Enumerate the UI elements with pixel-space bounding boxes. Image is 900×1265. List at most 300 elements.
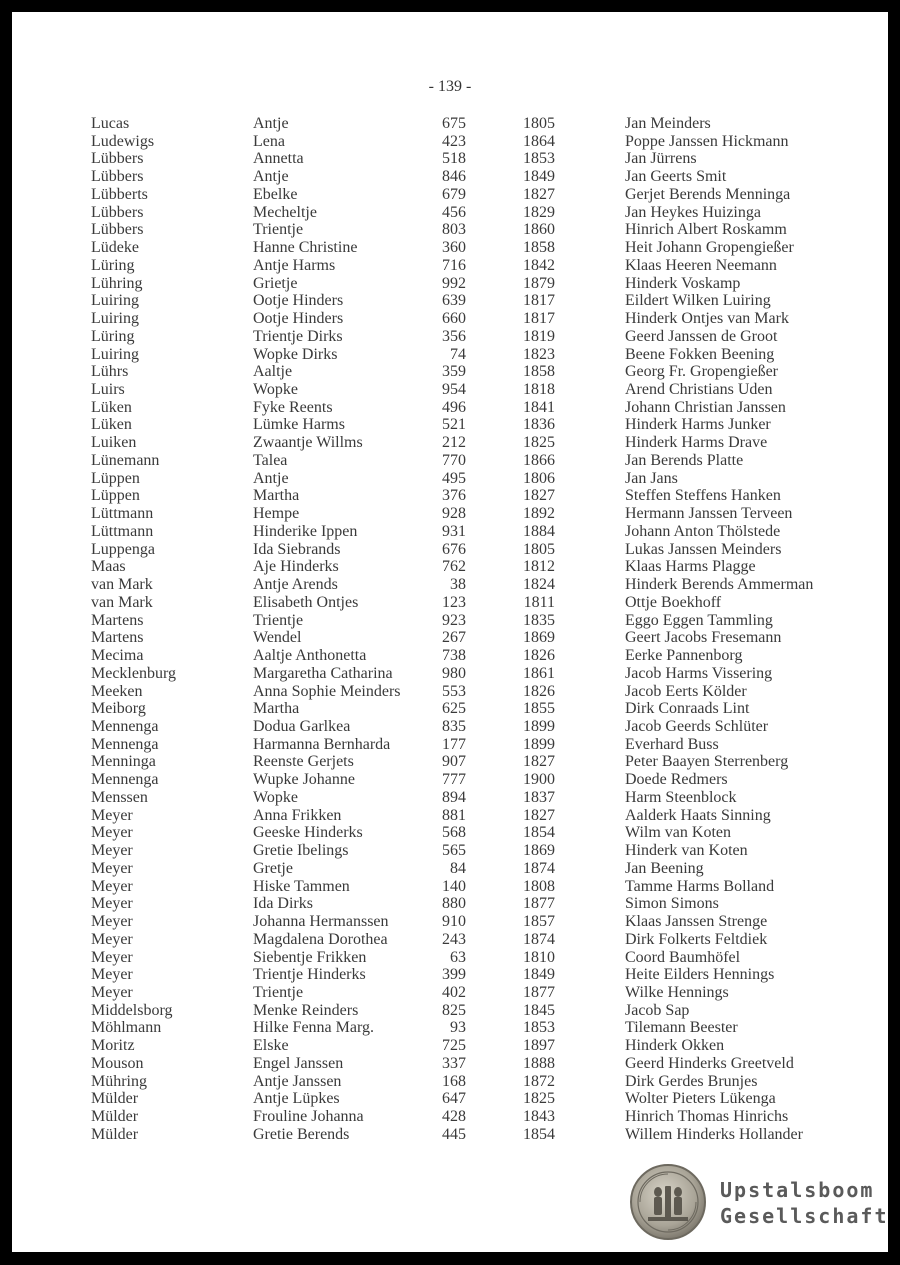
spouse-cell: Doede Redmers [625, 771, 728, 789]
spouse-cell: Klaas Janssen Strenge [625, 913, 768, 931]
register-row [12, 949, 888, 967]
surname-cell: Martens [91, 611, 144, 629]
register-row [12, 966, 888, 984]
register-row [12, 221, 888, 239]
register-row [12, 399, 888, 417]
given-name-cell: Reenste Gerjets [253, 753, 354, 771]
year-cell: 1888 [523, 1054, 555, 1072]
surname-cell: Meyer [91, 913, 133, 931]
given-name-cell: Harmanna Bernharda [253, 735, 391, 753]
year-cell: 1849 [523, 966, 555, 984]
surname-cell: Meyer [91, 859, 133, 877]
entry-number-cell: 639 [442, 292, 466, 310]
given-name-cell: Hinderike Ippen [253, 522, 358, 540]
year-cell: 1819 [523, 327, 555, 345]
surname-cell: Martens [91, 629, 144, 647]
surname-cell: Meyer [91, 895, 133, 913]
given-name-cell: Antje Harms [253, 256, 336, 274]
surname-cell: Lüken [91, 398, 132, 416]
given-name-cell: Menke Reinders [253, 1001, 359, 1019]
given-name-cell: Frouline Johanna [253, 1108, 364, 1126]
year-cell: 1829 [523, 203, 555, 221]
surname-cell: Moritz [91, 1037, 135, 1055]
register-row [12, 1073, 888, 1091]
surname-cell: Meyer [91, 842, 133, 860]
entry-number-cell: 910 [442, 913, 466, 931]
spouse-cell: Gerjet Berends Menninga [625, 185, 791, 203]
year-cell: 1810 [523, 948, 555, 966]
spouse-cell: Hinderk Berends Ammerman [625, 576, 814, 594]
spouse-cell: Georg Fr. Gropengießer [625, 363, 778, 381]
spouse-cell: Wolter Pieters Lükenga [625, 1090, 776, 1108]
logo-line-1: Upstalsboom [720, 1178, 875, 1202]
given-name-cell: Gretie Ibelings [253, 842, 349, 860]
spouse-cell: Dirk Gerdes Brunjes [625, 1072, 758, 1090]
register-row [12, 239, 888, 257]
entry-number-cell: 647 [442, 1090, 466, 1108]
year-cell: 1858 [523, 363, 555, 381]
given-name-cell: Wendel [253, 629, 302, 647]
year-cell: 1824 [523, 576, 555, 594]
year-cell: 1899 [523, 717, 555, 735]
entry-number-cell: 518 [442, 150, 466, 168]
surname-cell: Ludewigs [91, 132, 155, 150]
year-cell: 1892 [523, 505, 555, 523]
entry-number-cell: 123 [442, 593, 466, 611]
year-cell: 1899 [523, 735, 555, 753]
given-name-cell: Fyke Reents [253, 398, 333, 416]
spouse-cell: Geerd Janssen de Groot [625, 327, 778, 345]
spouse-cell: Poppe Janssen Hickmann [625, 132, 789, 150]
register-row [12, 416, 888, 434]
year-cell: 1825 [523, 434, 555, 452]
spouse-cell: Hinrich Albert Roskamm [625, 221, 787, 239]
year-cell: 1900 [523, 771, 555, 789]
entry-number-cell: 738 [442, 647, 466, 665]
register-row [12, 878, 888, 896]
year-cell: 1806 [523, 469, 555, 487]
given-name-cell: Grietje [253, 274, 298, 292]
surname-cell: Meyer [91, 948, 133, 966]
register-row [12, 736, 888, 754]
given-name-cell: Lümke Harms [253, 416, 345, 434]
register-row [12, 842, 888, 860]
year-cell: 1817 [523, 292, 555, 310]
surname-cell: Lührs [91, 363, 129, 381]
spouse-cell: Coord Baumhöfel [625, 948, 741, 966]
entry-number-cell: 923 [442, 611, 466, 629]
spouse-cell: Everhard Buss [625, 735, 719, 753]
year-cell: 1877 [523, 895, 555, 913]
register-row [12, 1002, 888, 1020]
given-name-cell: Wopke [253, 381, 298, 399]
spouse-cell: Hinderk Harms Junker [625, 416, 771, 434]
entry-number-cell: 676 [442, 540, 466, 558]
year-cell: 1827 [523, 487, 555, 505]
surname-cell: Luiring [91, 310, 139, 328]
surname-cell: Möhlmann [91, 1019, 162, 1037]
year-cell: 1866 [523, 451, 555, 469]
year-cell: 1855 [523, 700, 555, 718]
surname-cell: van Mark [91, 576, 153, 594]
register-row [12, 523, 888, 541]
document-page [12, 12, 888, 1252]
spouse-cell: Simon Simons [625, 895, 719, 913]
register-row [12, 115, 888, 133]
surname-cell: Luiring [91, 345, 139, 363]
year-cell: 1811 [523, 593, 555, 611]
entry-number-cell: 359 [442, 363, 466, 381]
given-name-cell: Ootje Hinders [253, 310, 344, 328]
register-row [12, 824, 888, 842]
year-cell: 1861 [523, 664, 555, 682]
logo-line-2: Gesellschaft [720, 1204, 889, 1228]
surname-cell: Lübbers [91, 150, 144, 168]
entry-number-cell: 553 [442, 682, 466, 700]
given-name-cell: Engel Janssen [253, 1054, 344, 1072]
year-cell: 1869 [523, 629, 555, 647]
register-row [12, 1037, 888, 1055]
year-cell: 1853 [523, 1019, 555, 1037]
register-row [12, 168, 888, 186]
given-name-cell: Trientje [253, 611, 304, 629]
register-row [12, 612, 888, 630]
surname-cell: Lucas [91, 115, 130, 132]
register-row [12, 647, 888, 665]
given-name-cell: Elske [253, 1037, 289, 1055]
given-name-cell: Talea [253, 451, 288, 469]
entry-number-cell: 93 [450, 1019, 466, 1037]
surname-cell: Meiborg [91, 700, 146, 718]
given-name-cell: Antje [253, 168, 289, 186]
surname-cell: Lüttmann [91, 505, 154, 523]
register-row [12, 505, 888, 523]
register-row [12, 913, 888, 931]
spouse-cell: Jan Meinders [625, 115, 711, 132]
spouse-cell: Eerke Pannenborg [625, 647, 743, 665]
entry-number-cell: 445 [442, 1125, 466, 1143]
year-cell: 1872 [523, 1072, 555, 1090]
given-name-cell: Dodua Garlkea [253, 717, 351, 735]
spouse-cell: Klaas Heeren Neemann [625, 256, 777, 274]
entry-number-cell: 168 [442, 1072, 466, 1090]
given-name-cell: Lena [253, 132, 285, 150]
surname-cell: Meeken [91, 682, 143, 700]
year-cell: 1869 [523, 842, 555, 860]
given-name-cell: Trientje Dirks [253, 327, 343, 345]
surname-cell: Mecklenburg [91, 664, 177, 682]
entry-number-cell: 63 [450, 948, 466, 966]
entry-number-cell: 212 [442, 434, 466, 452]
entry-number-cell: 496 [442, 398, 466, 416]
spouse-cell: Wilke Hennings [625, 983, 729, 1001]
spouse-cell: Wilm van Koten [625, 824, 731, 842]
register-row [12, 1019, 888, 1037]
entry-number-cell: 880 [442, 895, 466, 913]
year-cell: 1827 [523, 806, 555, 824]
register-row [12, 576, 888, 594]
entry-number-cell: 74 [450, 345, 466, 363]
register-row [12, 718, 888, 736]
year-cell: 1827 [523, 185, 555, 203]
register-row [12, 860, 888, 878]
given-name-cell: Hempe [253, 505, 300, 523]
entry-number-cell: 835 [442, 717, 466, 735]
given-name-cell: Antje [253, 115, 289, 132]
spouse-cell: Johann Christian Janssen [625, 398, 786, 416]
spouse-cell: Hinderk Okken [625, 1037, 725, 1055]
surname-cell: Mennenga [91, 717, 159, 735]
given-name-cell: Gretie Berends [253, 1125, 350, 1143]
spouse-cell: Arend Christians Uden [625, 381, 773, 399]
year-cell: 1854 [523, 824, 555, 842]
spouse-cell: Jan Berends Platte [625, 451, 744, 469]
given-name-cell: Martha [253, 487, 300, 505]
given-name-cell: Mecheltje [253, 203, 317, 221]
surname-cell: Lüppen [91, 487, 140, 505]
given-name-cell: Aje Hinderks [253, 558, 339, 576]
register-row [12, 665, 888, 683]
entry-number-cell: 356 [442, 327, 466, 345]
surname-cell: Menssen [91, 788, 148, 806]
spouse-cell: Hinderk Voskamp [625, 274, 741, 292]
register-row [12, 363, 888, 381]
society-logo [628, 1162, 889, 1242]
spouse-cell: Geert Jacobs Fresemann [625, 629, 782, 647]
given-name-cell: Gretje [253, 859, 293, 877]
spouse-cell: Peter Baayen Sterrenberg [625, 753, 789, 771]
spouse-cell: Aalderk Haats Sinning [625, 806, 771, 824]
register-row [12, 594, 888, 612]
entry-number-cell: 376 [442, 487, 466, 505]
surname-cell: Meyer [91, 824, 133, 842]
register-row [12, 381, 888, 399]
register-row [12, 310, 888, 328]
spouse-cell: Eildert Wilken Luiring [625, 292, 771, 310]
register-row [12, 807, 888, 825]
surname-cell: Lüken [91, 416, 132, 434]
entry-number-cell: 456 [442, 203, 466, 221]
year-cell: 1877 [523, 983, 555, 1001]
entry-number-cell: 84 [450, 859, 466, 877]
given-name-cell: Magdalena Dorothea [253, 930, 388, 948]
surname-cell: Mecima [91, 647, 144, 665]
spouse-cell: Johann Anton Thölstede [625, 522, 781, 540]
year-cell: 1845 [523, 1001, 555, 1019]
entry-number-cell: 803 [442, 221, 466, 239]
register-row [12, 434, 888, 452]
spouse-cell: Heit Johann Gropengießer [625, 239, 794, 257]
spouse-cell: Beene Fokken Beening [625, 345, 775, 363]
spouse-cell: Jacob Harms Vissering [625, 664, 773, 682]
surname-cell: Lüring [91, 327, 135, 345]
given-name-cell: Wupke Johanne [253, 771, 355, 789]
entry-number-cell: 521 [442, 416, 466, 434]
entry-number-cell: 565 [442, 842, 466, 860]
entry-number-cell: 337 [442, 1054, 466, 1072]
surname-cell: Luirs [91, 381, 125, 399]
given-name-cell: Siebentje Frikken [253, 948, 367, 966]
entry-number-cell: 38 [450, 576, 466, 594]
spouse-cell: Jan Jans [625, 469, 678, 487]
register-row [12, 292, 888, 310]
entry-number-cell: 428 [442, 1108, 466, 1126]
given-name-cell: Hilke Fenna Marg. [253, 1019, 375, 1037]
spouse-cell: Ottje Boekhoff [625, 593, 722, 611]
spouse-cell: Eggo Eggen Tammling [625, 611, 773, 629]
year-cell: 1817 [523, 310, 555, 328]
year-cell: 1853 [523, 150, 555, 168]
register-row [12, 789, 888, 807]
surname-cell: Mühring [91, 1072, 147, 1090]
spouse-cell: Hinderk Harms Drave [625, 434, 768, 452]
register-row [12, 558, 888, 576]
year-cell: 1843 [523, 1108, 555, 1126]
register-row [12, 1090, 888, 1108]
surname-cell: Maas [91, 558, 126, 576]
year-cell: 1837 [523, 788, 555, 806]
given-name-cell: Margaretha Catharina [253, 664, 393, 682]
surname-cell: Mülder [91, 1108, 139, 1126]
year-cell: 1827 [523, 753, 555, 771]
entry-number-cell: 360 [442, 239, 466, 257]
given-name-cell: Anna Sophie Meinders [253, 682, 401, 700]
spouse-cell: Hinderk Ontjes van Mark [625, 310, 789, 328]
spouse-cell: Hinderk van Koten [625, 842, 748, 860]
surname-cell: Lüdeke [91, 239, 139, 257]
page-number: - 139 - [428, 78, 472, 95]
given-name-cell: Zwaantje Willms [253, 434, 363, 452]
entry-number-cell: 177 [442, 735, 466, 753]
year-cell: 1884 [523, 522, 555, 540]
entry-number-cell: 716 [442, 256, 466, 274]
entry-number-cell: 399 [442, 966, 466, 984]
spouse-cell: Heite Eilders Hennings [625, 966, 775, 984]
register-row [12, 931, 888, 949]
entry-number-cell: 928 [442, 505, 466, 523]
year-cell: 1864 [523, 132, 555, 150]
entry-number-cell: 825 [442, 1001, 466, 1019]
register-row [12, 452, 888, 470]
given-name-cell: Trientje Hinderks [253, 966, 366, 984]
year-cell: 1836 [523, 416, 555, 434]
year-cell: 1823 [523, 345, 555, 363]
spouse-cell: Jacob Geerds Schlüter [625, 717, 769, 735]
spouse-cell: Geerd Hinderks Greetveld [625, 1054, 794, 1072]
entry-number-cell: 777 [442, 771, 466, 789]
spouse-cell: Dirk Conraads Lint [625, 700, 750, 718]
given-name-cell: Antje Arends [253, 576, 338, 594]
given-name-cell: Wopke Dirks [253, 345, 338, 363]
surname-cell: Menninga [91, 753, 156, 771]
register-row [12, 133, 888, 151]
entry-number-cell: 894 [442, 788, 466, 806]
given-name-cell: Ootje Hinders [253, 292, 344, 310]
year-cell: 1826 [523, 647, 555, 665]
spouse-cell: Tamme Harms Bolland [625, 877, 775, 895]
surname-cell: Lüring [91, 256, 135, 274]
year-cell: 1854 [523, 1125, 555, 1143]
given-name-cell: Aaltje [253, 363, 293, 381]
year-cell: 1849 [523, 168, 555, 186]
surname-cell: Lüppen [91, 469, 140, 487]
surname-cell: Meyer [91, 983, 133, 1001]
register-row [12, 700, 888, 718]
seal-icon [628, 1162, 708, 1242]
surname-cell: Mülder [91, 1090, 139, 1108]
register-list [12, 115, 888, 1144]
spouse-cell: Dirk Folkerts Feltdiek [625, 930, 768, 948]
surname-cell: Middelsborg [91, 1001, 173, 1019]
given-name-cell: Martha [253, 700, 300, 718]
entry-number-cell: 140 [442, 877, 466, 895]
spouse-cell: Jan Heykes Huizinga [625, 203, 761, 221]
entry-number-cell: 931 [442, 522, 466, 540]
surname-cell: Luiring [91, 292, 139, 310]
given-name-cell: Aaltje Anthonetta [253, 647, 367, 665]
surname-cell: Lünemann [91, 451, 160, 469]
year-cell: 1818 [523, 381, 555, 399]
surname-cell: van Mark [91, 593, 153, 611]
year-cell: 1825 [523, 1090, 555, 1108]
entry-number-cell: 625 [442, 700, 466, 718]
surname-cell: Lüttmann [91, 522, 154, 540]
entry-number-cell: 568 [442, 824, 466, 842]
register-row [12, 771, 888, 789]
register-row [12, 895, 888, 913]
given-name-cell: Wopke [253, 788, 298, 806]
given-name-cell: Antje Janssen [253, 1072, 342, 1090]
year-cell: 1826 [523, 682, 555, 700]
year-cell: 1842 [523, 256, 555, 274]
entry-number-cell: 907 [442, 753, 466, 771]
spouse-cell: Harm Steenblock [625, 788, 737, 806]
year-cell: 1874 [523, 859, 555, 877]
year-cell: 1874 [523, 930, 555, 948]
register-row [12, 328, 888, 346]
surname-cell: Meyer [91, 877, 133, 895]
entry-number-cell: 725 [442, 1037, 466, 1055]
surname-cell: Lühring [91, 274, 143, 292]
register-row [12, 487, 888, 505]
spouse-cell: Klaas Harms Plagge [625, 558, 756, 576]
register-row [12, 753, 888, 771]
entry-number-cell: 846 [442, 168, 466, 186]
given-name-cell: Trientje [253, 983, 304, 1001]
register-row [12, 346, 888, 364]
given-name-cell: Johanna Hermanssen [253, 913, 389, 931]
surname-cell: Lübbers [91, 168, 144, 186]
spouse-cell: Tilemann Beester [625, 1019, 738, 1037]
year-cell: 1857 [523, 913, 555, 931]
entry-number-cell: 980 [442, 664, 466, 682]
register-row [12, 186, 888, 204]
given-name-cell: Ida Siebrands [253, 540, 341, 558]
entry-number-cell: 762 [442, 558, 466, 576]
entry-number-cell: 243 [442, 930, 466, 948]
entry-number-cell: 660 [442, 310, 466, 328]
spouse-cell: Jacob Sap [625, 1001, 690, 1019]
register-row [12, 984, 888, 1002]
register-row [12, 541, 888, 559]
year-cell: 1860 [523, 221, 555, 239]
year-cell: 1812 [523, 558, 555, 576]
spouse-cell: Hinrich Thomas Hinrichs [625, 1108, 789, 1126]
register-row [12, 1055, 888, 1073]
spouse-cell: Lukas Janssen Meinders [625, 540, 782, 558]
spouse-cell: Jan Jürrens [625, 150, 697, 168]
entry-number-cell: 881 [442, 806, 466, 824]
